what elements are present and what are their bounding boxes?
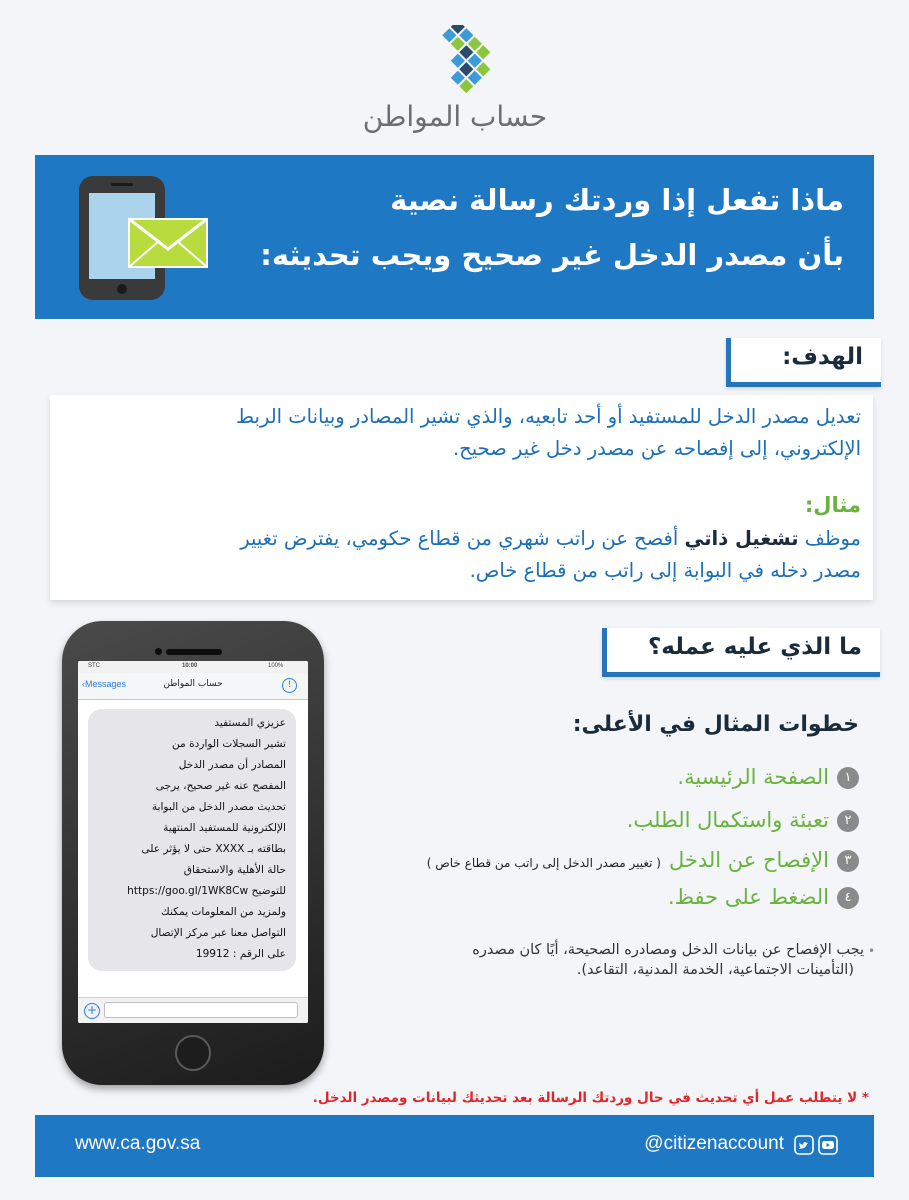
status-time: 10:00 — [182, 663, 198, 669]
back-to-messages-link[interactable]: ‹Messages — [82, 679, 127, 689]
example-bold-term: تشغيل ذاتي — [684, 527, 799, 550]
steps-title: خطوات المثال في الأعلى: — [572, 712, 859, 737]
phone-speaker — [166, 649, 222, 655]
status-carrier: STC — [88, 663, 100, 669]
website-link[interactable]: www.ca.gov.sa — [75, 1133, 201, 1154]
twitter-icon[interactable] — [794, 1135, 814, 1155]
add-icon[interactable]: + — [84, 1003, 100, 1019]
step-note: ( تغيير مصدر الدخل إلى راتب من قطاع خاص ) — [426, 856, 661, 870]
social-handle[interactable]: @citizenaccount — [644, 1133, 784, 1154]
example-suffix: أفصح عن راتب شهري من قطاع حكومي، يفترض تغيير — [240, 527, 679, 550]
youtube-icon[interactable] — [818, 1135, 838, 1155]
messages-nav-bar — [78, 673, 308, 700]
goal-heading: الهدف: — [782, 344, 863, 370]
goal-text-line-2: الإلكتروني، إلى إفصاحه عن مصدر دخل غير صحيح. — [452, 437, 861, 460]
brand-name: حساب المواطن — [362, 100, 548, 133]
banner-title-line-2: بأن مصدر الدخل غير صحيح ويجب تحديثه: — [260, 238, 844, 272]
message-input[interactable] — [104, 1002, 298, 1018]
step-number-badge: ٢ — [837, 810, 859, 832]
sms-bubble — [88, 709, 296, 971]
step-number-badge: ١ — [837, 767, 859, 789]
example-text-line-1 — [240, 527, 861, 550]
phone-message-icon — [75, 173, 215, 303]
step-item — [668, 885, 859, 917]
step-number-badge: ٤ — [837, 887, 859, 909]
step-label: تعبئة واستكمال الطلب. — [626, 808, 829, 832]
example-label: مثال: — [804, 493, 861, 517]
step-item — [627, 808, 859, 840]
step-label: الضغط على حفظ. — [667, 885, 829, 909]
message-input-bar — [78, 997, 308, 1023]
phone-mockup — [62, 621, 324, 1085]
back-label: Messages — [85, 679, 127, 689]
todo-heading: ما الذي عليه عمله؟ — [647, 634, 862, 660]
logo-mark — [405, 25, 505, 103]
banner-title-line-1: ماذا تفعل إذا وردتك رسالة نصية — [390, 183, 844, 217]
status-bar — [78, 661, 308, 673]
note-bullet-icon: • — [868, 944, 876, 958]
contact-name: حساب المواطن — [163, 679, 223, 689]
step-item — [677, 765, 859, 797]
note-line-1: يجب الإفصاح عن بيانات الدخل ومصادره الصحيحة، أيًا كان مصدره — [472, 942, 864, 958]
goal-text-line-1: تعديل مصدر الدخل للمستفيد أو أحد تابعيه، والذي تشير المصادر وبيانات الربط — [236, 405, 861, 428]
footer-bar — [35, 1115, 874, 1177]
phone-home-button — [175, 1035, 211, 1071]
goal-heading-box — [726, 338, 881, 387]
todo-heading-box — [602, 628, 880, 677]
info-icon[interactable]: ! — [282, 678, 297, 693]
step-label: الإفصاح عن الدخل — [668, 848, 829, 872]
header-banner — [35, 155, 874, 319]
example-text-line-2: مصدر دخله في البوابة إلى راتب من قطاع خاص. — [469, 559, 861, 582]
footnote: * لا يتطلب عمل أي تحديث في حال وردتك الرسالة بعد تحديثك لبيانات ومصدر الدخل. — [312, 1090, 869, 1106]
sms-text: عزيزي المستفيد تشير السجلات الواردة من المصادر أن مصدر الدخل المفصح عنه غير صحيح، يرجى تحديث مصدر الدخل من البوابة الإلكترونية للمستفيد المنتهية بطاقته بـ XXXX حتى لا يؤثر على حالة الأهلية والاستحقاق للتوضيح https://goo.gl/1WK8Cw ولمزيد من المعلومات يمكنك التواصل معنا عبر مركز الإتصال على الرقم : 19912 — [127, 717, 286, 960]
phone-screen — [78, 661, 308, 1023]
status-battery: 100% — [268, 663, 284, 669]
step-item — [427, 848, 859, 880]
example-prefix: موظف — [804, 527, 861, 550]
step-label: الصفحة الرئيسية. — [677, 765, 829, 789]
note-line-2: (التأمينات الاجتماعية، الخدمة المدنية، التقاعد). — [576, 962, 854, 978]
goal-panel — [50, 395, 873, 600]
phone-camera — [155, 648, 162, 655]
step-number-badge: ٣ — [837, 850, 859, 872]
